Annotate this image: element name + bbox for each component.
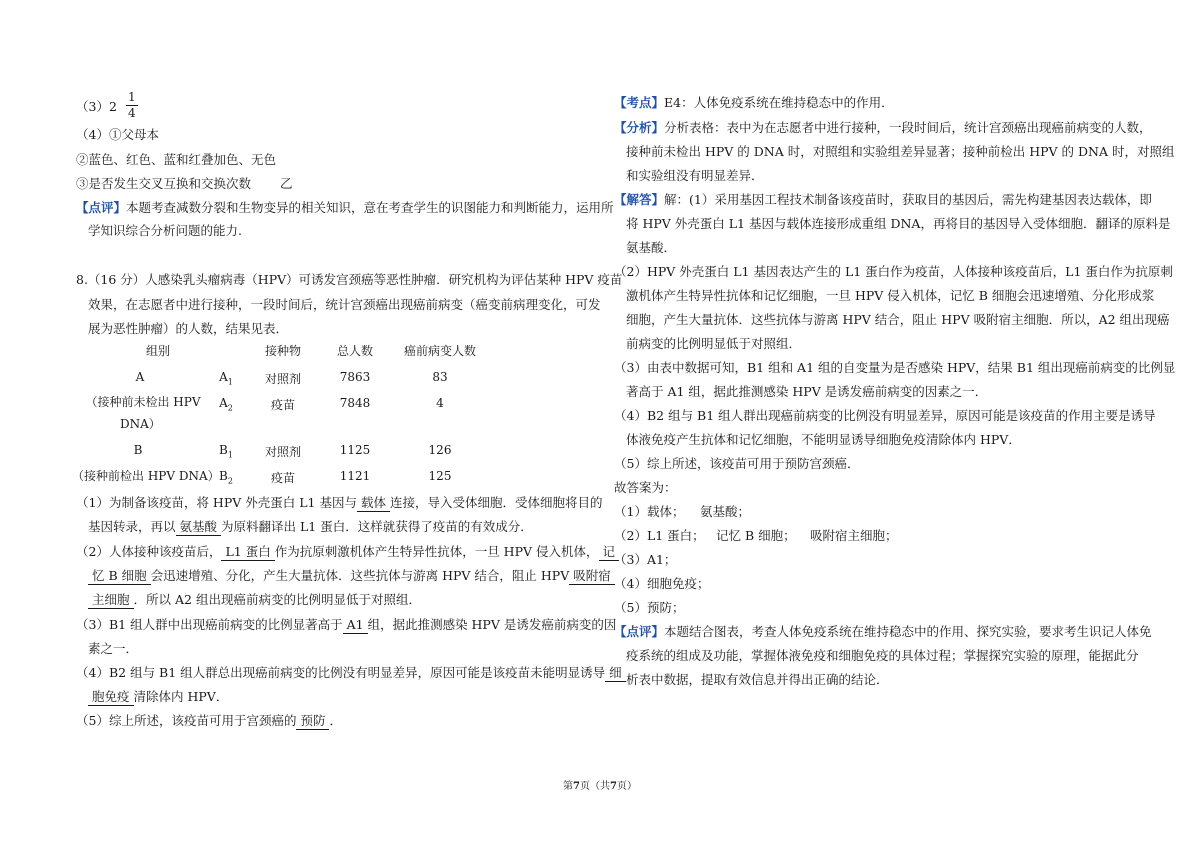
kaodian-tag: 【考点】 xyxy=(614,95,665,110)
sub-question-3-line2: 素之一． xyxy=(88,641,139,656)
table-cell-agent: 对照剂 xyxy=(264,445,301,459)
answer-blank: 预防 xyxy=(296,713,329,730)
footer-prefix: 第 xyxy=(563,781,574,792)
s2-text-e: ．所以 A2 组出现癌前病变的比例明显低于对照组． xyxy=(133,592,421,607)
q4-line3 xyxy=(76,175,251,193)
fraction xyxy=(126,90,138,121)
table-header-agent: 接种物 xyxy=(264,344,301,358)
table-header-group: 组别 xyxy=(145,344,170,358)
answer-2-c: 吸附宿主细胞； xyxy=(810,528,898,543)
q3-answer xyxy=(76,98,117,116)
analysis-3-line1: （3）由表中数据可知，B1 组和 A1 组的自变量为是否感染 HPV，结果 B1 组出现癌前病变的比例显 xyxy=(614,360,1176,375)
table-cell-lesion: 126 xyxy=(428,443,452,457)
jieda-tag: 【解答】 xyxy=(614,192,665,207)
jieda-text-1: 解：(1）采用基因工程技术制备该疫苗时，获取目的基因后，需先构建基因表达载体，即 xyxy=(664,192,1152,207)
q3-prefix: （3）2 xyxy=(76,99,117,114)
review-right-line1 xyxy=(614,623,1152,641)
page-number: 7 xyxy=(573,781,580,792)
q4-line2: ②蓝色、红色、蓝和红叠加色、无色 xyxy=(76,152,277,167)
sub-question-4-line2 xyxy=(88,688,228,706)
q4-line3-text: ③是否发生交叉互换和交换次数 xyxy=(76,176,252,191)
answer-blank: 载体 xyxy=(357,495,390,512)
table-cell-total: 7848 xyxy=(339,396,371,410)
table-row-code xyxy=(214,370,238,386)
answer-2-b: 记忆 B 细胞； xyxy=(716,528,796,543)
analysis-4-line1: （4）B2 组与 B1 组人群出现癌前病变的比例没有明显差异，原因可能是该疫苗的作用主要是诱导 xyxy=(614,408,1156,423)
table-cell-agent: 对照剂 xyxy=(264,372,301,386)
s5-text-c: ． xyxy=(329,713,342,728)
table-cell-total: 7863 xyxy=(339,370,371,384)
kaodian-line xyxy=(614,94,894,112)
sub-question-1-line2 xyxy=(88,518,533,536)
s5-text-a: （5）综上所述，该疫苗可用于宫颈癌的 xyxy=(76,713,297,728)
sub-question-4-line1 xyxy=(76,664,626,682)
q8-line3: 展为恶性肿瘤）的人数，结果见表． xyxy=(88,321,289,336)
table-cell-lesion: 83 xyxy=(432,370,448,384)
s3-text-a: （3）B1 组人群中出现癌前病变的比例显著高于 xyxy=(76,617,343,632)
group-a-label: A xyxy=(135,370,145,384)
jieda-line2: 将 HPV 外壳蛋白 L1 基因与载体连接形成重组 DNA，再将目的基因导入受体细胞．翻译的原料是 xyxy=(626,216,1171,231)
review-right-text-1: 本题结合图表，考查人体免疫系统在维持稳态中的作用、探究实验，要求考生识记人体免 xyxy=(664,624,1152,639)
s2-text-d: 会迅速增殖、分化，产生大量抗体．这些抗体与游离 HPV 结合，阻止 HPV xyxy=(150,568,570,583)
page-footer xyxy=(0,777,1200,792)
analysis-4-line2: 体液免疫产生抗体和记忆细胞，不能明显诱导细胞免疫清除体内 HPV． xyxy=(626,432,1021,447)
table-cell-total: 1121 xyxy=(339,469,371,483)
s1-text-c: 连接，导入受体细胞．受体细胞将目的 xyxy=(389,495,603,510)
answer-5: （5）预防； xyxy=(614,600,685,615)
group-b-label: B xyxy=(133,443,143,457)
s4-text-a: （4）B2 组与 B1 组人群总出现癌前病变的比例没有明显差异，原因可能是该疫苗未能明显诱导 xyxy=(76,665,606,680)
sub-question-2-line2 xyxy=(88,567,615,585)
footer-mid: 页（共 xyxy=(580,781,610,792)
review-text-1: 本题考查减数分裂和生物变异的相关知识，意在考查学生的识图能力和判断能力，运用所 xyxy=(126,200,614,215)
fenxi-line3: 和实验组没有明显差异． xyxy=(626,168,764,183)
answer-blank: 吸附宿 xyxy=(569,568,615,585)
review-tag: 【点评】 xyxy=(614,624,665,639)
fraction-numerator: 1 xyxy=(128,90,136,104)
group-a-note-1: （接种前未检出 HPV xyxy=(85,395,201,409)
answer-1-a: （1）载体； xyxy=(614,504,685,519)
analysis-2-line2: 激机体产生特异性抗体和记忆细胞，一旦 HPV 侵入机体，记忆 B 细胞会迅速增殖、分化形成浆 xyxy=(626,288,1155,303)
q8-line1: 8.（16 分）人感染乳头瘤病毒（HPV）可诱发宫颈癌等恶性肿瘤．研究机构为评估某种 HPV 疫苗 xyxy=(76,272,623,287)
s4-text-c: 清除体内 HPV． xyxy=(133,689,229,704)
s1-text-e: 为原料翻译出 L1 蛋白．这样就获得了疫苗的有效成分． xyxy=(221,519,533,534)
table-cell-lesion: 125 xyxy=(428,469,452,483)
jieda-line1 xyxy=(614,191,1152,209)
table-cell-total: 1125 xyxy=(339,443,371,457)
sub-question-1-line1 xyxy=(76,494,602,512)
table-cell-lesion: 4 xyxy=(436,396,444,410)
s1-text-a: （1）为制备该疫苗，将 HPV 外壳蛋白 L1 基因与 xyxy=(76,495,357,510)
s2-text-a: （2）人体接种该疫苗后， xyxy=(76,544,222,559)
review-right-line3: 析表中数据，提取有效信息并得出正确的结论． xyxy=(626,672,889,687)
sub-question-5 xyxy=(76,712,342,730)
analysis-2-line1: （2）HPV 外壳蛋白 L1 基因表达产生的 L1 蛋白作为疫苗，人体接种该疫苗后，L1 蛋白作为抗原刺 xyxy=(614,264,1173,279)
sub-question-3-line1 xyxy=(76,616,616,634)
fenxi-line2: 接种前未检出 HPV 的 DNA 时，对照组和实验组差异显著；接种前检出 HPV 的 DNA 时，对照组 xyxy=(626,144,1175,159)
row-code-sub: 2 xyxy=(227,476,233,486)
answer-blank: 记 xyxy=(599,544,620,561)
jieda-line3: 氨基酸． xyxy=(626,240,677,255)
answer-blank: 主细胞 xyxy=(88,592,134,609)
table-header-total: 总人数 xyxy=(336,344,373,358)
table-header-lesion: 癌前病变人数 xyxy=(403,344,476,358)
review-right-line2: 疫系统的组成及功能，掌握体液免疫和细胞免疫的具体过程；掌握探究实验的原理，能据此分 xyxy=(626,648,1139,663)
row-code-sub: 2 xyxy=(227,403,233,413)
answer-blank: 细 xyxy=(605,665,626,682)
kaodian-text: E4：人体免疫系统在维持稳态中的作用． xyxy=(664,95,894,110)
q4-line3-answer: 乙 xyxy=(280,176,293,191)
answer-blank: 胞免疫 xyxy=(88,689,134,706)
footer-suffix: 页） xyxy=(616,781,637,792)
q8-line2: 效果，在志愿者中进行接种，一段时间后，统计宫颈癌出现癌前病变（癌变前病理变化，可发 xyxy=(88,297,601,312)
sub-question-2-line1 xyxy=(76,543,619,561)
answer-blank: 氨基酸 xyxy=(176,519,222,536)
s1-text-d: 基因转录，再以 xyxy=(88,519,176,534)
analysis-5: （5）综上所述，该疫苗可用于预防宫颈癌． xyxy=(614,456,860,471)
answer-3: （3）A1； xyxy=(614,552,677,567)
answer-intro: 故答案为： xyxy=(614,480,677,495)
sub-question-2-line3 xyxy=(88,591,421,609)
fenxi-text-1: 分析表格：表中为在志愿者中进行接种，一段时间后，统计宫颈癌出现癌前病变的人数， xyxy=(664,120,1152,135)
answer-1-b: 氨基酸； xyxy=(700,504,751,519)
answer-4: （4）细胞免疫； xyxy=(614,576,710,591)
table-row-code xyxy=(214,469,238,485)
row-code-sub: 1 xyxy=(227,450,233,460)
analysis-3-line2: 著高于 A1 组，据此推测感染 HPV 是诱发癌前病变的因素之一． xyxy=(626,384,988,399)
answer-1 xyxy=(614,503,684,521)
fenxi-tag: 【分析】 xyxy=(614,120,665,135)
page-total: 7 xyxy=(610,781,617,792)
table-row-code xyxy=(214,443,238,459)
table-row-code xyxy=(214,396,238,412)
group-a-note-2: DNA） xyxy=(120,417,161,431)
answer-blank: 忆 B 细胞 xyxy=(88,568,151,585)
fraction-denominator: 4 xyxy=(128,106,136,120)
answer-2-a: （2）L1 蛋白； xyxy=(614,528,705,543)
s2-text-c: 作为抗原刺激机体产生特异性抗体，一旦 HPV 侵入机体， xyxy=(274,544,599,559)
row-code-letter: A xyxy=(219,396,228,410)
review-tag: 【点评】 xyxy=(76,200,127,215)
answer-blank: A1 xyxy=(343,617,368,634)
q4-line1: （4）①父母本 xyxy=(76,127,159,142)
s3-text-c: 组，据此推测感染 HPV 是诱发癌前病变的因 xyxy=(367,617,617,632)
table-cell-agent: 疫苗 xyxy=(270,471,295,485)
review-left xyxy=(76,199,614,217)
group-b-note: （接种前检出 HPV DNA） xyxy=(72,469,220,483)
row-code-letter: B xyxy=(219,469,228,483)
fenxi-line1 xyxy=(614,119,1152,137)
row-code-letter: B xyxy=(219,443,228,457)
analysis-2-line3: 细胞，产生大量抗体．这些抗体与游离 HPV 结合，阻止 HPV 吸附宿主细胞．所以，A2 组出现癌 xyxy=(626,312,1170,327)
review-text-2: 学知识综合分析问题的能力. xyxy=(88,223,242,238)
table-cell-agent: 疫苗 xyxy=(270,398,295,412)
row-code-sub: 1 xyxy=(227,377,233,387)
answer-blank: L1 蛋白 xyxy=(221,544,274,561)
row-code-letter: A xyxy=(219,370,228,384)
analysis-2-line4: 前病变的比例明显低于对照组． xyxy=(626,336,802,351)
